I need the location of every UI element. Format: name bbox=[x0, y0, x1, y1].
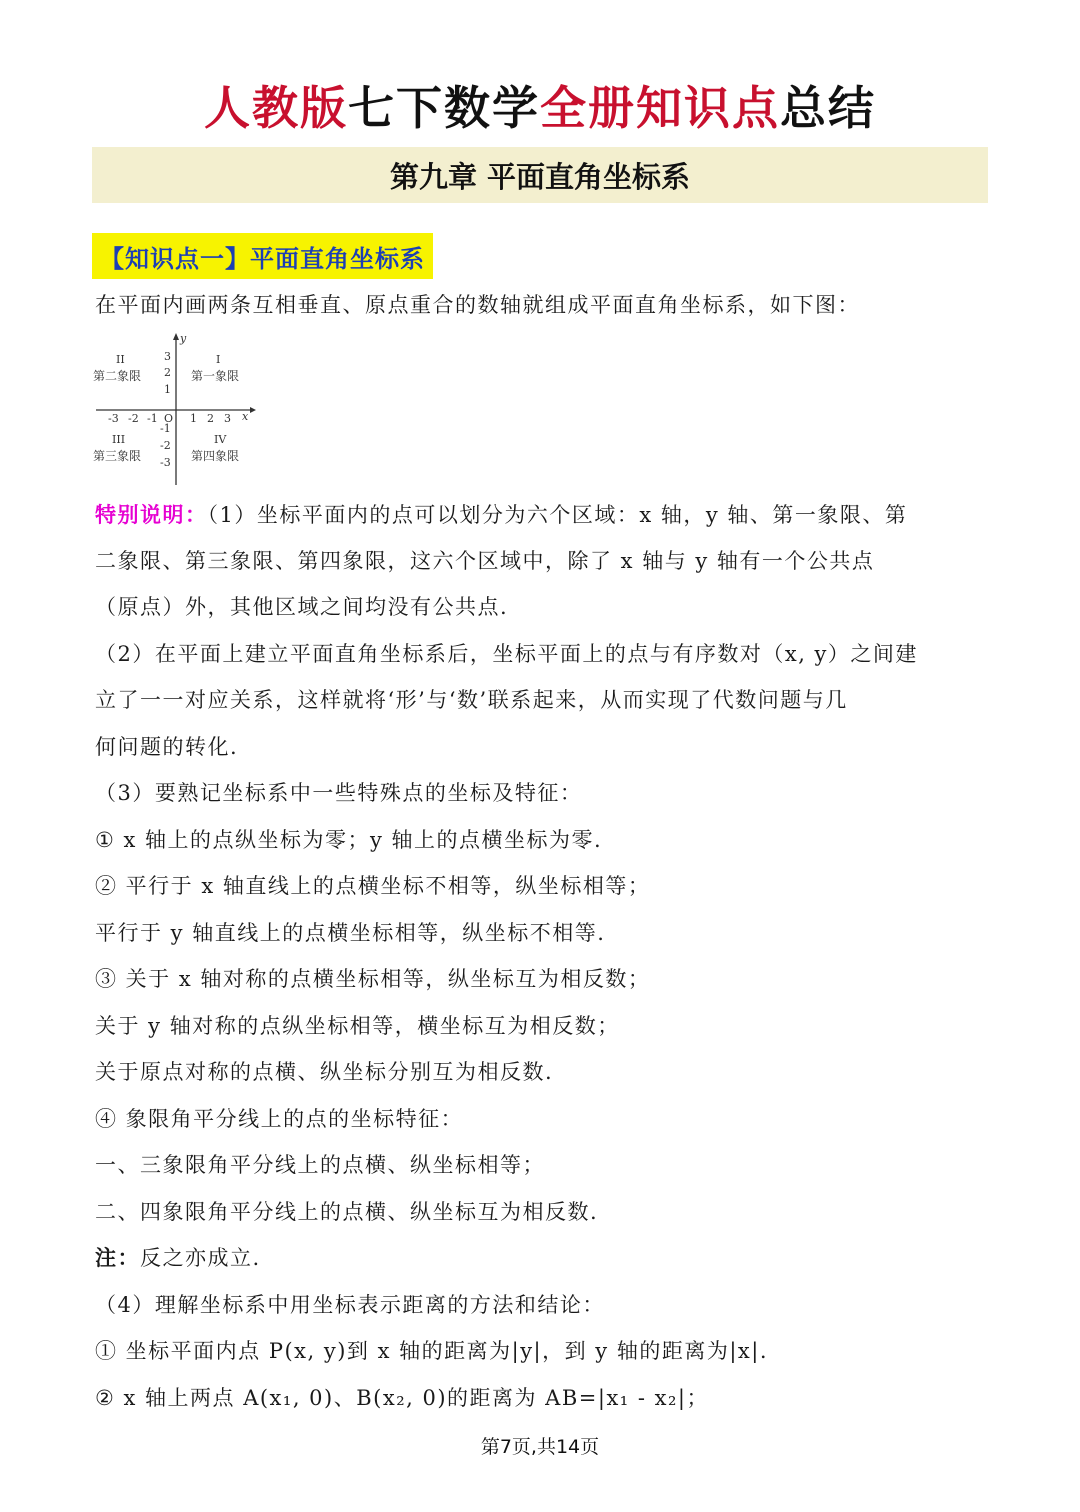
x-tick: -2 bbox=[128, 412, 139, 425]
x-negative-ticks bbox=[108, 412, 158, 425]
special-note-line-1 bbox=[95, 500, 990, 530]
body-line: ① 坐标平面内点 P(x, y)到 x 轴的距离为|y|，到 y 轴的距离为|x|. bbox=[95, 1339, 769, 1363]
body-line: ② x 轴上两点 A(x₁, 0)、B(x₂, 0)的距离为 AB=|x₁ - x₂|； bbox=[95, 1386, 709, 1410]
note-line bbox=[95, 1243, 990, 1273]
body-line: （4）理解坐标系中用坐标表示距离的方法和结论： bbox=[95, 1293, 605, 1317]
x-tick: -1 bbox=[147, 412, 158, 425]
body-line: ③ 关于 x 轴对称的点横坐标相等，纵坐标互为相反数； bbox=[95, 967, 651, 991]
body-line: 何问题的转化. bbox=[95, 735, 239, 759]
coordinate-system-figure bbox=[90, 330, 256, 490]
x-tick: 1 bbox=[190, 412, 197, 425]
q1-name: 第一象限 bbox=[191, 369, 240, 383]
x-tick: -3 bbox=[108, 412, 119, 425]
x-positive-ticks bbox=[190, 412, 231, 425]
note-label: 注： bbox=[95, 1246, 140, 1270]
y-tick: 1 bbox=[164, 383, 171, 396]
body-line: 平行于 y 轴直线上的点横坐标相等，纵坐标不相等. bbox=[95, 921, 606, 945]
y-tick: -1 bbox=[160, 422, 171, 435]
x-axis-arrow bbox=[250, 407, 256, 413]
y-tick: 2 bbox=[164, 366, 171, 379]
title-part-4: 总结 bbox=[780, 81, 876, 135]
body-line: 关于原点对称的点横、纵坐标分别互为相反数. bbox=[95, 1060, 554, 1084]
q2-numeral: II bbox=[116, 353, 125, 366]
y-tick: 3 bbox=[164, 350, 171, 363]
title-part-3: 全册知识点 bbox=[540, 81, 780, 135]
title-part-2: 七下数学 bbox=[348, 81, 540, 135]
q4-name: 第四象限 bbox=[191, 449, 240, 463]
y-tick: -3 bbox=[160, 456, 171, 469]
body-line: 一、三象限角平分线上的点横、纵坐标相等； bbox=[95, 1153, 545, 1177]
body-line: 立了一一对应关系，这样就将‘形’与‘数’联系起来，从而实现了代数问题与几 bbox=[95, 688, 848, 712]
q1-numeral: I bbox=[216, 353, 221, 366]
body-line: ④ 象限角平分线上的点的坐标特征： bbox=[95, 1107, 464, 1131]
x-tick: 3 bbox=[224, 412, 231, 425]
y-axis-label: y bbox=[180, 332, 187, 345]
body-line: （2）在平面上建立平面直角坐标系后，坐标平面上的点与有序数对（x, y）之间建 bbox=[95, 642, 918, 666]
body-line: （原点）外，其他区域之间均没有公共点. bbox=[95, 595, 509, 619]
y-axis-arrow bbox=[173, 333, 179, 340]
page-number: 第7页,共14页 bbox=[480, 1436, 600, 1458]
x-tick: 2 bbox=[207, 412, 214, 425]
chapter-heading: 第九章 平面直角坐标系 bbox=[92, 147, 988, 203]
body-line: ② 平行于 x 轴直线上的点横坐标不相等，纵坐标相等； bbox=[95, 874, 651, 898]
y-positive-ticks bbox=[164, 350, 171, 396]
q2-name: 第二象限 bbox=[93, 369, 142, 383]
body-line: 二象限、第三象限、第四象限，这六个区域中，除了 x 轴与 y 轴有一个公共点 bbox=[95, 549, 875, 573]
y-tick: -2 bbox=[160, 439, 171, 452]
body-text: 反之亦成立. bbox=[140, 1246, 261, 1270]
body-line: 二、四象限角平分线上的点横、纵坐标互为相反数. bbox=[95, 1200, 599, 1224]
title-part-1: 人教版 bbox=[204, 81, 348, 135]
body-text: （1）坐标平面内的点可以划分为六个区域：x 轴，y 轴、第一象限、第 bbox=[207, 503, 908, 527]
q3-name: 第三象限 bbox=[93, 449, 142, 463]
origin-label: O bbox=[164, 412, 174, 425]
special-label: 特别说明： bbox=[95, 503, 208, 527]
knowledge-point-heading: 【知识点一】平面直角坐标系 bbox=[92, 233, 433, 279]
q3-numeral: III bbox=[112, 433, 126, 446]
x-axis-label: x bbox=[242, 410, 249, 423]
intro-text: 在平面内画两条互相垂直、原点重合的数轴就组成平面直角坐标系，如下图： bbox=[95, 293, 860, 317]
page-title bbox=[0, 72, 1080, 138]
body-line: ① x 轴上的点纵坐标为零；y 轴上的点横坐标为零. bbox=[95, 828, 603, 852]
q4-numeral: IV bbox=[214, 433, 227, 446]
y-negative-ticks bbox=[160, 422, 171, 469]
body-line: 关于 y 轴对称的点纵坐标相等，横坐标互为相反数； bbox=[95, 1014, 620, 1038]
body-line: （3）要熟记坐标系中一些特殊点的坐标及特征： bbox=[95, 781, 583, 805]
